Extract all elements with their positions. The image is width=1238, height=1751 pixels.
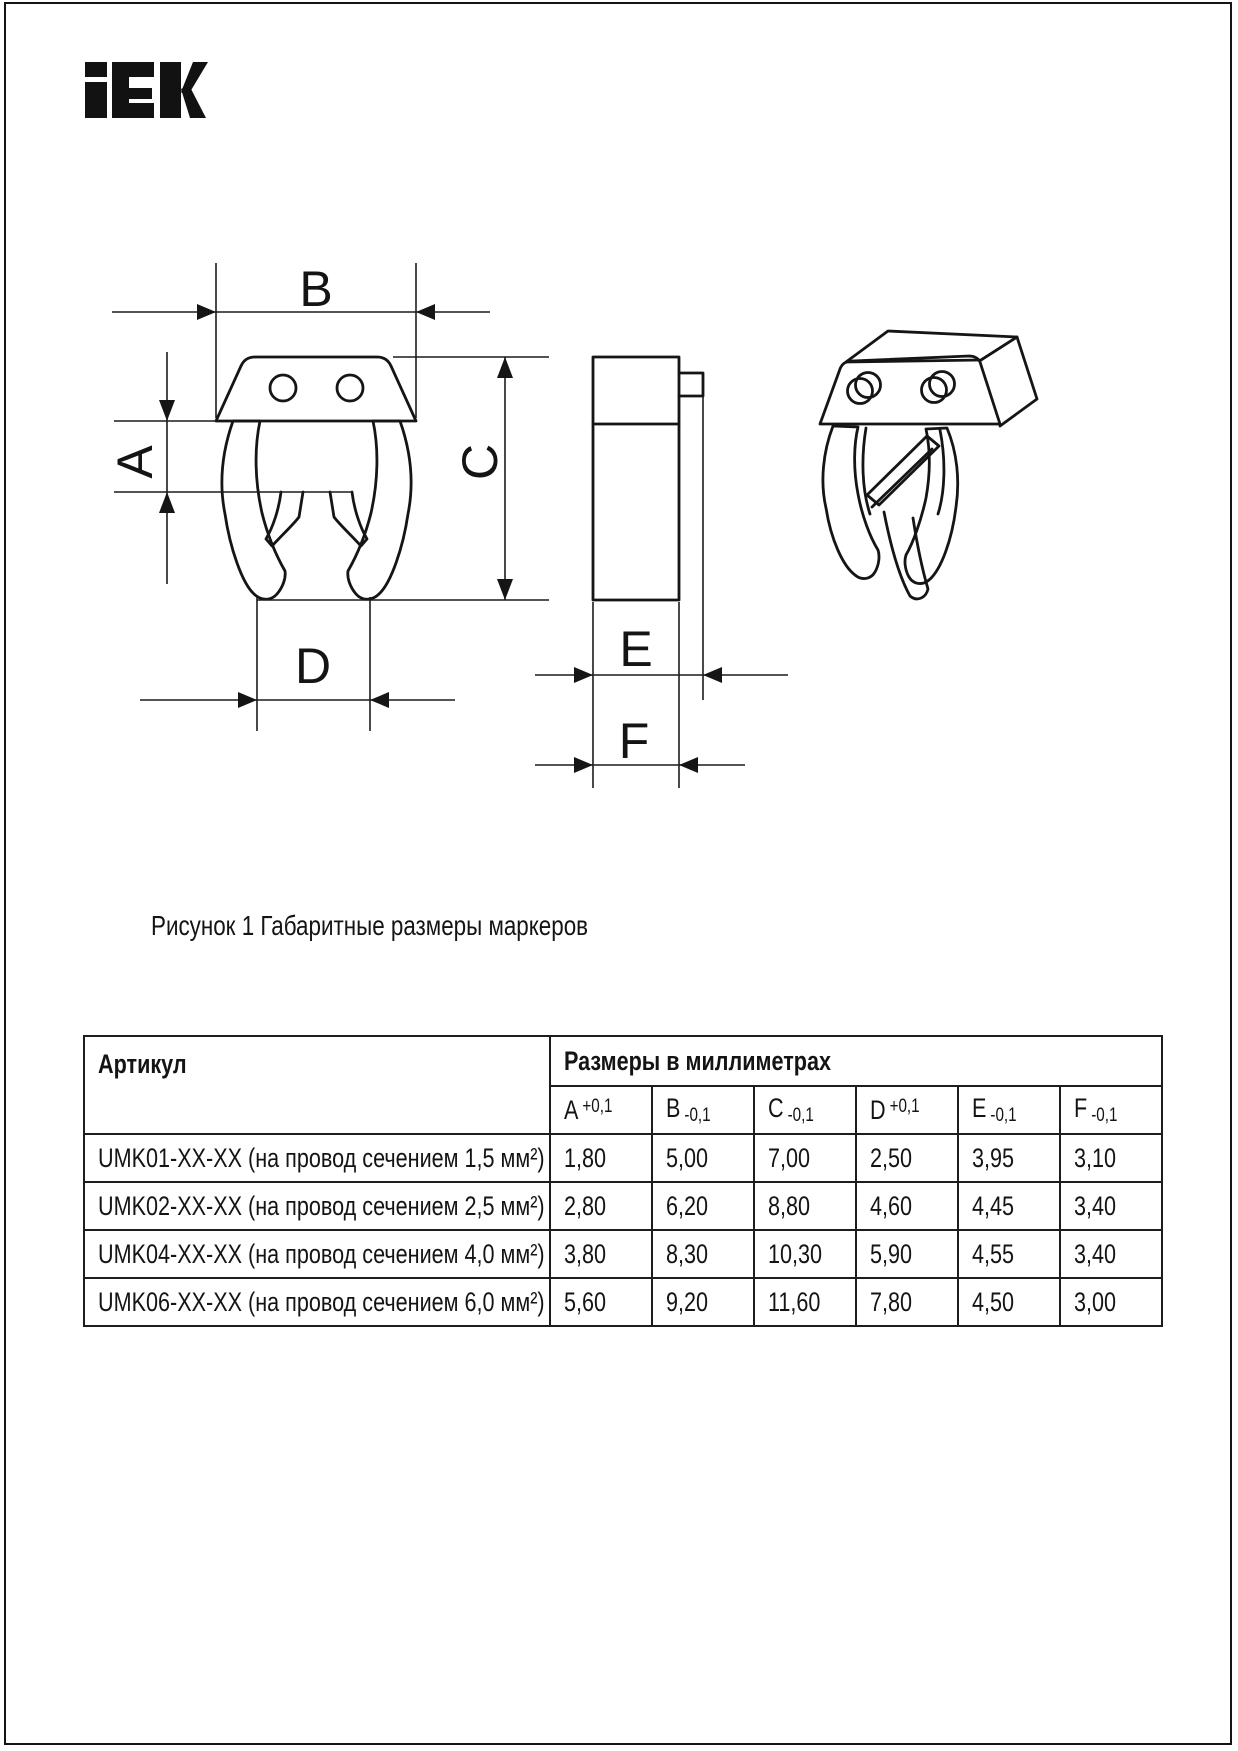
col-header-f: F -0,1 xyxy=(1060,1086,1162,1134)
isometric-view xyxy=(820,331,1037,599)
value-cell: 4,60 xyxy=(856,1182,958,1230)
side-view xyxy=(593,357,703,600)
table-row xyxy=(84,1278,1162,1326)
side-body-outline xyxy=(593,357,679,600)
value-cell: 5,90 xyxy=(856,1230,958,1278)
side-tab xyxy=(679,373,703,396)
iso-right-face xyxy=(981,337,1037,426)
value-cell: 10,30 xyxy=(754,1230,856,1278)
dimension-b xyxy=(112,261,490,418)
marker-left-prong xyxy=(266,492,303,546)
figure-caption: Рисунок 1 Габаритные размеры маркеров xyxy=(151,910,589,941)
dimension-d-label: D xyxy=(294,638,332,694)
value-cell: 7,00 xyxy=(754,1134,856,1182)
value-cell: 8,80 xyxy=(754,1182,856,1230)
dimensions-table xyxy=(83,1035,1163,1327)
front-view xyxy=(216,357,416,599)
marker-dimensions-drawing xyxy=(60,230,1180,810)
marker-right-leg xyxy=(348,421,411,599)
value-cell: 2,80 xyxy=(550,1182,652,1230)
marker-left-leg xyxy=(222,421,285,599)
table-row xyxy=(84,1134,1162,1182)
col-header-a: A $^{+0,1}$ xyxy=(550,1086,652,1134)
iso-hole-right-inner xyxy=(930,372,955,397)
dimension-a xyxy=(107,352,352,584)
value-cell: 4,45 xyxy=(958,1182,1060,1230)
dimension-b-label: B xyxy=(299,261,333,317)
article-cell: UMK02-XX-XX (на провод сечением 2,5 мм²) xyxy=(84,1182,550,1230)
value-cell: 6,20 xyxy=(652,1182,754,1230)
value-cell: 8,30 xyxy=(652,1230,754,1278)
value-cell: 4,50 xyxy=(958,1278,1060,1326)
marker-hole-left xyxy=(270,375,296,401)
dimensions-group-header: Размеры в миллиметрах xyxy=(550,1036,1162,1086)
value-cell: 3,40 xyxy=(1060,1230,1162,1278)
iso-inner-edge-left xyxy=(863,428,870,514)
value-cell: 11,60 xyxy=(754,1278,856,1326)
iek-logo xyxy=(83,58,213,122)
article-cell: UMK06-XX-XX (на провод сечением 6,0 мм²) xyxy=(84,1278,550,1326)
iso-left-leg xyxy=(823,426,879,579)
marker-hole-right xyxy=(337,375,363,401)
value-cell: 2,50 xyxy=(856,1134,958,1182)
col-header-c: C -0,1 xyxy=(754,1086,856,1134)
marker-head-outline xyxy=(216,357,416,421)
table-header-row-1 xyxy=(84,1036,1162,1086)
dimension-a-label: A xyxy=(107,445,163,479)
iek-logo-glyphs xyxy=(85,62,208,118)
value-cell: 9,20 xyxy=(652,1278,754,1326)
value-cell: 5,60 xyxy=(550,1278,652,1326)
col-header-d: D $^{+0,1}$ xyxy=(856,1086,958,1134)
iso-hole-left-outer xyxy=(848,379,873,404)
dimension-f-label: F xyxy=(618,713,650,769)
col-header-b: B -0,1 xyxy=(652,1086,754,1134)
value-cell: 5,00 xyxy=(652,1134,754,1182)
value-cell: 7,80 xyxy=(856,1278,958,1326)
iso-hole-right-outer xyxy=(922,378,947,403)
iso-slot-bar-edge xyxy=(872,449,932,507)
value-cell: 4,55 xyxy=(958,1230,1060,1278)
dimension-e-label: E xyxy=(619,621,653,677)
dimension-e xyxy=(535,396,788,788)
table-row xyxy=(84,1182,1162,1230)
article-cell: UMK01-XX-XX (на провод сечением 1,5 мм²) xyxy=(84,1134,550,1182)
dimension-c-label: C xyxy=(452,443,508,481)
iso-hole-left-inner xyxy=(856,373,881,398)
dimension-d xyxy=(140,597,455,731)
value-cell: 3,40 xyxy=(1060,1182,1162,1230)
value-cell: 3,10 xyxy=(1060,1134,1162,1182)
table-row xyxy=(84,1230,1162,1278)
value-cell: 1,80 xyxy=(550,1134,652,1182)
value-cell: 3,80 xyxy=(550,1230,652,1278)
value-cell: 3,00 xyxy=(1060,1278,1162,1326)
article-column-header: Артикул xyxy=(84,1036,550,1134)
col-header-e: E -0,1 xyxy=(958,1086,1060,1134)
iso-inner-edge-right xyxy=(938,430,944,514)
marker-right-prong xyxy=(330,492,367,546)
value-cell: 3,95 xyxy=(958,1134,1060,1182)
article-cell: UMK04-XX-XX (на провод сечением 4,0 мм²) xyxy=(84,1230,550,1278)
